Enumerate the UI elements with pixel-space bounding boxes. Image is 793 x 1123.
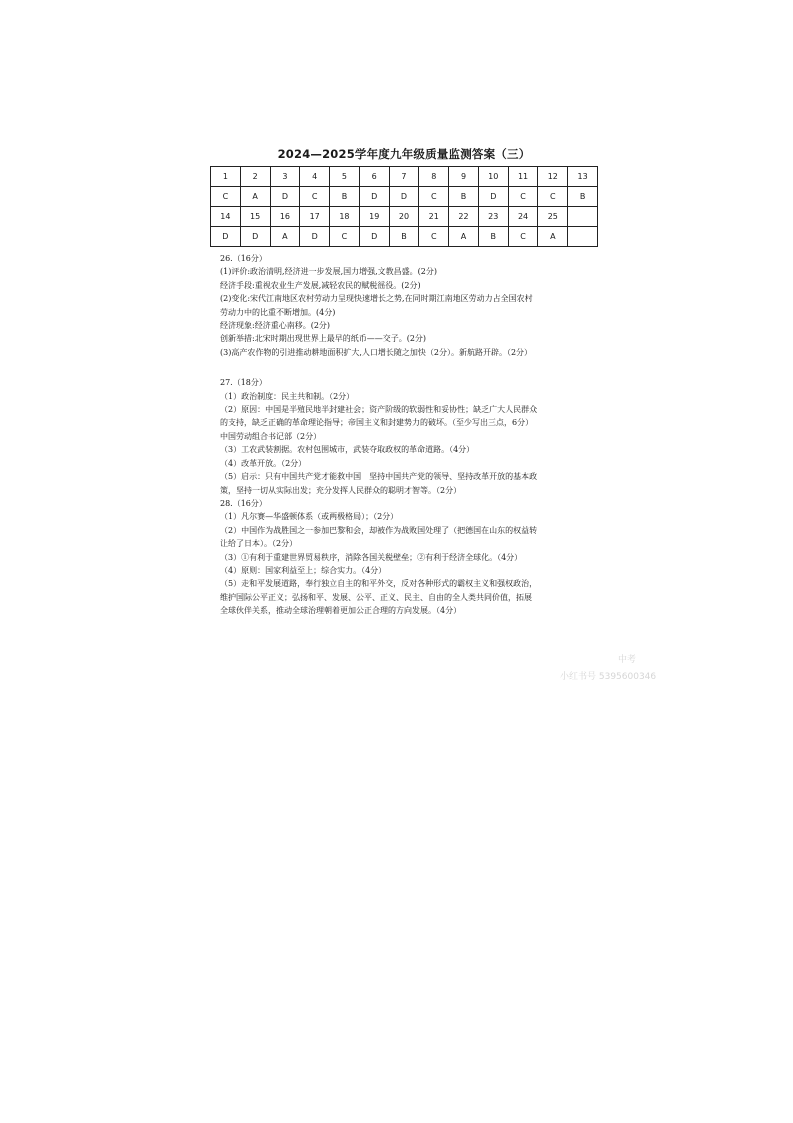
answer-line: （5）启示：只有中国共产党才能救中国 坚持中国共产党的领导、坚持改革开放的基本政 (220, 472, 538, 482)
question-number-cell: 5 (330, 167, 360, 187)
document-title: 2024—2025学年度九年级质量监测答案（三） (277, 147, 531, 161)
answer-cell: C (508, 227, 538, 247)
answer-line: (3)高产农作物的引进推动耕地面积扩大,人口增长随之加快（2分）。新航路开辟。（2分） (220, 347, 533, 357)
answer-cell: B (449, 187, 479, 207)
answer-cell: D (359, 227, 389, 247)
answer-line: 全球伙伴关系，推动全球治理朝着更加公正合理的方向发展。（4分） (220, 606, 462, 616)
answer-line: （4）原则：国家利益至上；综合实力。（4分） (220, 565, 387, 575)
watermark-account-id: 小红书号 5395600346 (560, 672, 657, 682)
question-number-cell: 7 (389, 167, 419, 187)
answer-cell: B (389, 227, 419, 247)
answer-line: （4）改革开放。（2分） (220, 458, 307, 468)
answer-cell: C (300, 187, 330, 207)
question-number-cell: 15 (240, 207, 270, 227)
answer-line: (2)变化:宋代江南地区农村劳动力呈现快速增长之势,在同时期江南地区劳动力占全国农村 (220, 294, 533, 304)
answer-cell: D (211, 227, 241, 247)
answer-line: （2）原因：中国是半殖民地半封建社会；资产阶级的软弱性和妥协性；缺乏广大人民群众 (220, 405, 538, 415)
question-number-cell: 16 (270, 207, 300, 227)
answer-line: （1）政治制度：民主共和制。（2分） (220, 391, 355, 401)
question-number-cell: 10 (478, 167, 508, 187)
answer-cell: D (270, 187, 300, 207)
answer-line: (1)评价:政治清明,经济进一步发展,国力增强,文教昌盛。(2分) (220, 267, 437, 277)
answer-line: （3）①有利于重建世界贸易秩序，消除各国关税壁垒；②有利于经济全球化。（4分） (220, 552, 523, 562)
question-number-cell: 23 (478, 207, 508, 227)
answer-line: 创新举措:北宋时期出现世界上最早的纸币——交子。(2分) (220, 334, 427, 344)
answer-cell: B (478, 227, 508, 247)
question-number-cell: 17 (300, 207, 330, 227)
question-27-heading: 27.（18分） (220, 378, 267, 388)
answer-line: 经济现象:经济重心南移。(2分) (220, 321, 331, 331)
answer-cell: A (270, 227, 300, 247)
question-28-heading: 28.（16分） (220, 498, 267, 508)
question-number-cell: 8 (419, 167, 449, 187)
question-number-cell: 6 (359, 167, 389, 187)
question-number-cell: 25 (538, 207, 568, 227)
answer-row-2 (211, 227, 598, 247)
question-number-cell: 13 (568, 167, 598, 187)
question-number-cell: 3 (270, 167, 300, 187)
answer-cell: A (538, 227, 568, 247)
question-number-cell: 1 (211, 167, 241, 187)
answer-line: 维护国际公平正义；弘扬和平、发展、公平、正义、民主、自由的全人类共同价值，拓展 (220, 592, 532, 602)
question-number-cell: 4 (300, 167, 330, 187)
empty-cell (568, 207, 598, 227)
question-number-cell: 21 (419, 207, 449, 227)
answer-cell: C (330, 227, 360, 247)
answer-line: （2）中国作为战胜国之一参加巴黎和会，却被作为战败国处理了（把德国在山东的权益转 (220, 525, 538, 535)
answer-line: 策，坚持一切从实际出发；充分发挥人民群众的聪明才智等。（2分） (220, 485, 462, 495)
question-number-cell: 24 (508, 207, 538, 227)
question-number-cell: 18 (330, 207, 360, 227)
question-number-cell: 20 (389, 207, 419, 227)
multiple-choice-answer-table (210, 166, 598, 247)
question-number-row-2 (211, 207, 598, 227)
question-27-section (220, 376, 590, 497)
answer-cell: D (478, 187, 508, 207)
answer-line: （1）凡尔赛—华盛顿体系（或两极格局）；（2分） (220, 512, 399, 522)
answer-cell: B (330, 187, 360, 207)
answer-cell: D (240, 227, 270, 247)
question-number-row-1 (211, 167, 598, 187)
answer-cell: A (449, 227, 479, 247)
answer-line: 劳动力中的比重不断增加。(4分) (220, 307, 336, 317)
answer-cell: C (419, 227, 449, 247)
answer-cell: D (300, 227, 330, 247)
question-26-heading: 26.（16分） (220, 254, 267, 263)
answer-cell: D (389, 187, 419, 207)
answer-cell: C (211, 187, 241, 207)
answer-cell: C (538, 187, 568, 207)
empty-cell (568, 227, 598, 247)
answer-line: 经济手段:重视农业生产发展,减轻农民的赋税徭役。(2分) (220, 280, 421, 290)
watermark-logo-text: 中考 (618, 655, 637, 665)
answer-row-1 (211, 187, 598, 207)
answer-line: （5）走和平发展道路，奉行独立自主的和平外交，反对各种形式的霸权主义和强权政治， (220, 579, 538, 589)
answer-line: 中国劳动组合书记部（2分） (220, 431, 322, 441)
answer-content (220, 252, 590, 618)
answer-cell: C (508, 187, 538, 207)
question-number-cell: 22 (449, 207, 479, 227)
question-number-cell: 11 (508, 167, 538, 187)
question-number-cell: 19 (359, 207, 389, 227)
answer-cell: B (568, 187, 598, 207)
section-spacer (220, 359, 590, 376)
question-number-cell: 9 (449, 167, 479, 187)
answer-cell: A (240, 187, 270, 207)
watermark (560, 652, 656, 686)
question-number-cell: 2 (240, 167, 270, 187)
answer-line: （3）工农武装割据。农村包围城市，武装夺取政权的革命道路。（4分） (220, 445, 475, 455)
answer-cell: D (359, 187, 389, 207)
answer-line: 让给了日本）。（2分） (220, 539, 298, 549)
question-26-section (220, 252, 590, 359)
answer-cell: C (419, 187, 449, 207)
question-number-cell: 14 (211, 207, 241, 227)
answer-line: 的支持，缺乏正确的革命理论指导；帝国主义和封建势力的破坏。（至少写出三点，6分） (220, 418, 534, 428)
question-28-section (220, 497, 590, 618)
question-number-cell: 12 (538, 167, 568, 187)
